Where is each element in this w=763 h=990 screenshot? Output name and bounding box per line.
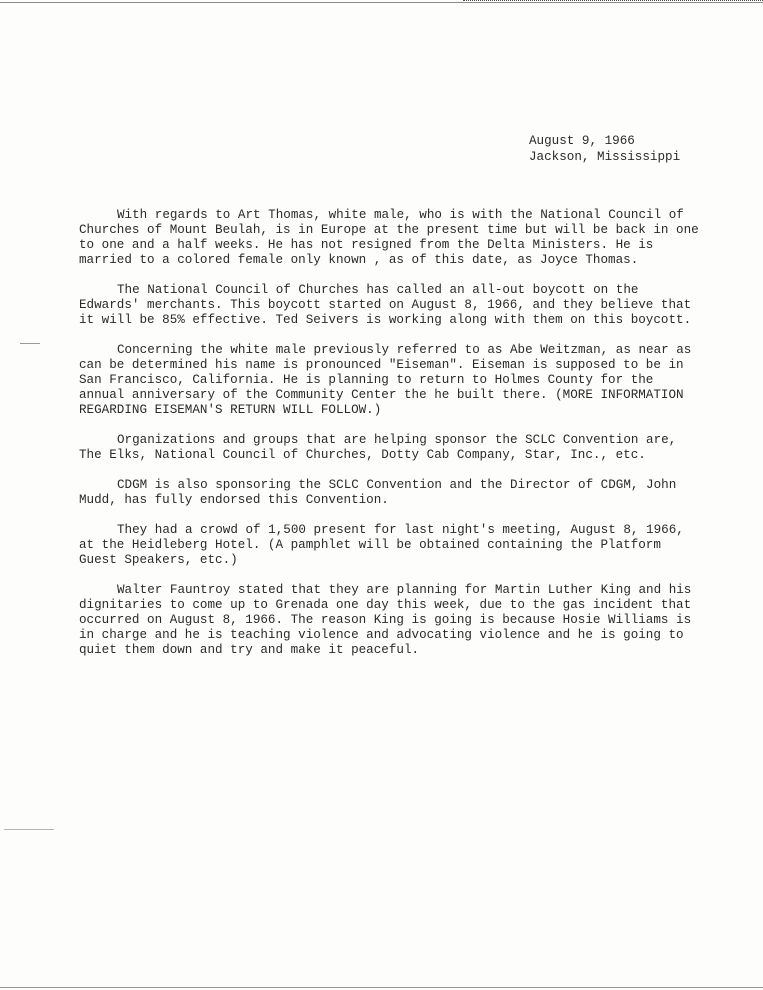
- scan-mark: [20, 343, 40, 344]
- scan-bottom-edge: [0, 987, 763, 988]
- paragraph-fauntroy: Walter Fauntroy stated that they are planning for Martin Luther King and his dignitaries to come up to Grenada one day this week, due to the gas incident that occurred on August 8, 1966. The reason King is going is because Hosie Williams is in charge and he is teaching violence and advocating violence and he is going to quiet them down and try and make it peaceful.: [79, 583, 692, 657]
- memo-body: [79, 208, 699, 673]
- paragraph-art-thomas: With regards to Art Thomas, white male, who is with the National Council of Churches of Mount Beulah, is in Europe at the present time but will be back in one to one and a half weeks. He has not resigned from the Delta Ministers. He is married to a colored female only known , as of this date, as Joyce Thomas.: [79, 208, 699, 267]
- scan-mark: [4, 829, 54, 830]
- date-text: August 9, 1966: [529, 134, 635, 148]
- paragraph-eiseman: Concerning the white male previously referred to as Abe Weitzman, as near as can be determined his name is pronounced "Eiseman". Eiseman is supposed to be in San Francisco, California. He is planning to return to Holmes County for the annual anniversary of the Community Center the he built there. (MORE INFORMATION REGARDING EISEMAN'S RETURN WILL FOLLOW.): [79, 343, 692, 417]
- paragraph-sponsors: Organizations and groups that are helping sponsor the SCLC Convention are, The Elks, National Council of Churches, Dotty Cab Company, Star, Inc., etc.: [79, 433, 677, 462]
- paragraph-cdgm: CDGM is also sponsoring the SCLC Convention and the Director of CDGM, John Mudd, has fully endorsed this Convention.: [79, 478, 677, 507]
- paragraph-meeting: They had a crowd of 1,500 present for last night's meeting, August 8, 1966, at the Heidleberg Hotel. (A pamphlet will be obtained containing the Platform Guest Speakers, etc.): [79, 523, 684, 567]
- scan-top-dots: [463, 0, 763, 5]
- location-text: Jackson, Mississippi: [529, 149, 681, 164]
- paragraph-boycott: The National Council of Churches has called an all-out boycott on the Edwards' merchants. This boycott started on August 8, 1966, and they believe that it will be 85% effective. Ted Seivers is working along with them on this boycott.: [79, 283, 692, 327]
- dateline: [529, 134, 680, 165]
